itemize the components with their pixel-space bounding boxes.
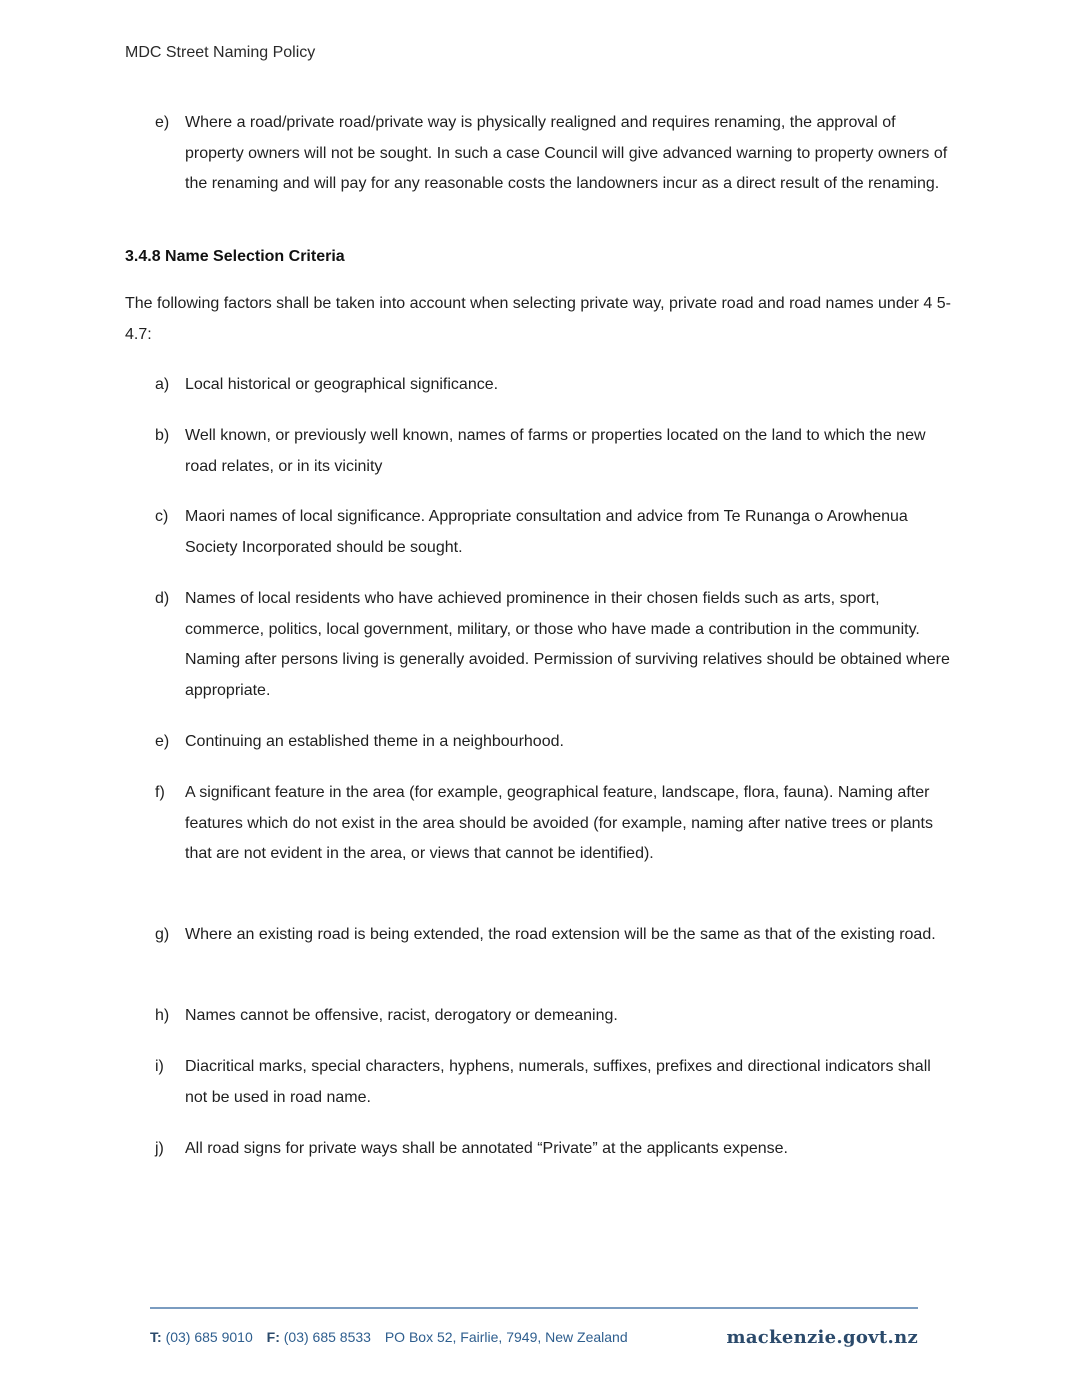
section-intro: The following factors shall be taken into account when selecting private way, private road and road names under 4 5-4.7: [125,295,951,343]
list-item-text: Well known, or previously well known, names of farms or properties located on the land to which the new road relates, or in its vicinity [185,427,926,475]
list-marker: h) [155,1007,170,1024]
website-logo: mackenzie.govt.nz [726,1327,918,1348]
footer-divider [150,1307,918,1309]
list-item-e [125,727,955,758]
list-marker: e) [155,733,170,750]
list-item-text: Local historical or geographical significance. [185,376,499,393]
list-item-j [125,1134,955,1165]
list-item-text: A significant feature in the area (for example, geographical feature, landscape, flora, fauna). Naming after features which do not exist in the area should be avoided (for example, naming after native trees or plants that are not evident in the area, or views that cannot be identified). [185,784,933,862]
postal-address: PO Box 52, Fairlie, 7949, New Zealand [384,1329,628,1345]
list-item-top-e [125,108,955,200]
footer-contact [150,1329,628,1345]
list-item-text: Names cannot be offensive, racist, derogatory or demeaning. [185,1007,618,1024]
list-item-b [125,421,955,482]
list-item-i [125,1052,955,1113]
list-item-g [125,920,955,951]
list-marker: d) [155,590,170,607]
list-item-c [125,502,955,563]
list-item-text: Maori names of local significance. Appropriate consultation and advice from Te Runanga o Arowhenua Society Incorporated should be sought. [185,508,908,556]
list-item-text: Where an existing road is being extended, the road extension will be the same as that of the existing road. [185,926,936,943]
list-marker: f) [155,784,165,801]
list-item-a [125,370,955,401]
list-item-text: Where a road/private road/private way is physically realigned and requires renaming, the approval of property owners will not be sought. In such a case Council will give advanced warning to property owners of the renaming and will pay for any reasonable costs the landowners incur as a direct result of the renaming. [185,114,948,192]
list-marker: e) [155,114,170,131]
list-item-text: Continuing an established theme in a neighbourhood. [185,733,564,750]
list-item-d [125,584,955,706]
list-marker: c) [155,508,169,525]
list-item-text: All road signs for private ways shall be annotated “Private” at the applicants expense. [185,1140,788,1157]
list-item-h [125,1001,955,1032]
list-marker: a) [155,376,170,393]
section-heading: 3.4.8 Name Selection Criteria [125,248,345,265]
list-marker: j) [155,1140,164,1157]
fax-number: (03) 685 8533 [283,1329,371,1345]
list-item-f [125,778,955,870]
page-footer [150,1327,918,1349]
list-item-text: Names of local residents who have achieved prominence in their chosen fields such as arts, sport, commerce, politics, local government, military, or those who have made a contribution in the community. Naming after persons living is generally avoided. Permission of surviving relatives should be obtained where appropriate. [185,590,950,699]
list-item-text: Diacritical marks, special characters, hyphens, numerals, suffixes, prefixes and directional indicators shall not be used in road name. [185,1058,931,1106]
phone-label: T: [150,1329,162,1345]
running-header: MDC Street Naming Policy [125,44,316,61]
phone-number: (03) 685 9010 [165,1329,253,1345]
fax-label: F: [266,1329,280,1345]
list-marker: g) [155,926,170,943]
list-marker: i) [155,1058,164,1075]
list-marker: b) [155,427,170,444]
